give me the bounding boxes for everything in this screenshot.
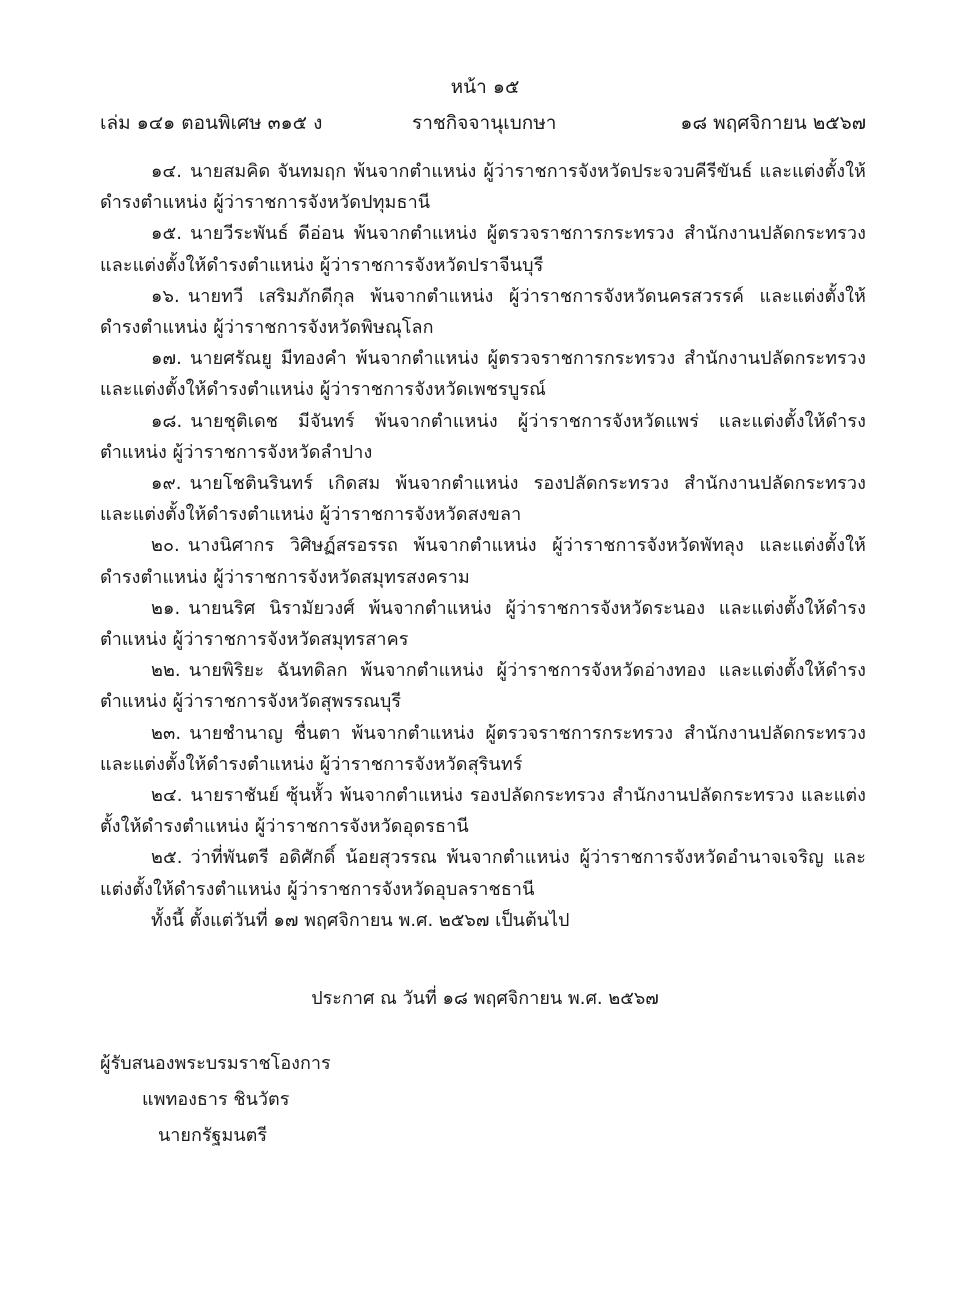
paragraph-text: นายพิริยะ ฉันทดิลก พ้นจากตำแหน่ง ผู้ว่าราชการจังหวัดอ่างทอง และแต่งตั้งให้ดำรงตำแหน่ง ผู้ว่าราชการจังหวัดสุพรรณบุรี [100,660,866,713]
appointment-paragraph [100,530,866,592]
paragraph-text: นายนริศ นิรามัยวงศ์ พ้นจากตำแหน่ง ผู้ว่าราชการจังหวัดระนอง และแต่งตั้งให้ดำรงตำแหน่ง ผู้ว่าราชการจังหวัดสมุทรสาคร [100,597,866,651]
paragraph-number: ๒๕. [151,847,183,869]
signatory-title: นายกรัฐมนตรี [158,1125,267,1146]
paragraph-number: ๑๘. [151,410,183,432]
paragraph-number: ๑๔. [151,161,183,182]
signatory-name: แพทองธาร ชินวัตร [142,1089,290,1110]
paragraph-text: นายโชตินรินทร์ เกิดสม พ้นจากตำแหน่ง รองปลัดกระทรวง สำนักงานปลัดกระทรวง และแต่งตั้งให้ดำรงตำแหน่ง ผู้ว่าราชการจังหวัดสงขลา [100,473,866,526]
page-number: หน้า ๑๕ [450,76,520,98]
appointment-paragraph [100,468,866,530]
paragraph-number: ๒๐. [151,535,180,557]
appointment-paragraph [100,343,866,405]
signature-block [100,1046,331,1154]
paragraph-number: ๒๒. [151,660,181,682]
header-date: ๑๘ พฤศจิกายน ๒๕๖๗ [680,112,866,134]
appointment-paragraph [100,406,866,468]
gazette-header [100,109,866,137]
paragraph-text: นายชุติเดช มีจันทร์ พ้นจากตำแหน่ง ผู้ว่าราชการจังหวัดแพร่ และแต่งตั้งให้ดำรงตำแหน่ง ผู้ว่าราชการจังหวัดลำปาง [100,410,866,463]
effective-statement: ทั้งนี้ ตั้งแต่วันที่ ๑๗ พฤศจิกายน พ.ศ. ๒๕๖๗ เป็นต้นไป [151,909,570,931]
paragraph-number: ๒๑. [151,597,181,619]
paragraph-number: ๒๓. [151,722,182,744]
volume-issue: เล่ม ๑๔๑ ตอนพิเศษ ๓๑๕ ง [100,112,323,134]
appointment-paragraph [100,655,866,717]
appointment-list [100,156,866,936]
paragraph-text: ว่าที่พันตรี อดิศักดิ์ น้อยสุวรรณ พ้นจากตำแหน่ง ผู้ว่าราชการจังหวัดอำนาจเจริญ และแต่งตั้งให้ดำรงตำแหน่ง ผู้ว่าราชการจังหวัดอุบลราชธานี [100,847,866,900]
appointment-paragraph [100,218,866,280]
paragraph-number: ๑๕. [151,223,183,245]
paragraph-text: นางนิศากร วิศิษฏ์สรอรรถ พ้นจากตำแหน่ง ผู้ว่าราชการจังหวัดพัทลุง และแต่งตั้งให้ดำรงตำแหน่ง ผู้ว่าราชการจังหวัดสมุทรสงคราม [100,535,866,588]
appointment-paragraph [100,718,866,780]
publication-name: ราชกิจจานุเบกษา [412,112,557,134]
paragraph-number: ๒๔. [151,785,183,807]
appointment-paragraph [100,593,866,655]
announcement-date: ประกาศ ณ วันที่ ๑๘ พฤศจิกายน พ.ศ. ๒๕๖๗ [311,988,659,1009]
paragraph-text: นายราชันย์ ซุ้นหั้ว พ้นจากตำแหน่ง รองปลัดกระทรวง สำนักงานปลัดกระทรวง และแต่งตั้งให้ดำรงตำแหน่ง ผู้ว่าราชการจังหวัดอุดรธานี [100,785,866,838]
appointment-paragraph [100,281,866,343]
paragraph-text: นายวีระพันธ์ ดีอ่อน พ้นจากตำแหน่ง ผู้ตรวจราชการกระทรวง สำนักงานปลัดกระทรวง และแต่งตั้งให้ดำรงตำแหน่ง ผู้ว่าราชการจังหวัดปราจีนบุรี [100,223,866,276]
appointment-paragraph [100,842,866,904]
paragraph-text: นายศรัณยู มีทองคำ พ้นจากตำแหน่ง ผู้ตรวจราชการกระทรวง สำนักงานปลัดกระทรวง และแต่งตั้งให้ดำรงตำแหน่ง ผู้ว่าราชการจังหวัดเพชรบูรณ์ [100,348,866,401]
paragraph-text: นายสมคิด จันทมฤก พ้นจากตำแหน่ง ผู้ว่าราชการจังหวัดประจวบคีรีขันธ์ และแต่งตั้งให้ดำรงตำแหน่ง ผู้ว่าราชการจังหวัดปทุมธานี [100,161,866,214]
paragraph-text: นายชำนาญ ชื่นตา พ้นจากตำแหน่ง ผู้ตรวจราชการกระทรวง สำนักงานปลัดกระทรวง และแต่งตั้งให้ดำรงตำแหน่ง ผู้ว่าราชการจังหวัดสุรินทร์ [100,722,866,775]
countersign-line: ผู้รับสนองพระบรมราชโองการ [100,1053,331,1074]
paragraph-text: นายทวี เสริมภักดีกุล พ้นจากตำแหน่ง ผู้ว่าราชการจังหวัดนครสวรรค์ และแต่งตั้งให้ดำรงตำแหน่ง ผู้ว่าราชการจังหวัดพิษณุโลก [100,285,866,339]
paragraph-number: ๑๗. [151,348,182,370]
appointment-paragraph [100,156,866,218]
appointment-paragraph [100,780,866,842]
paragraph-number: ๑๖. [151,285,180,307]
paragraph-number: ๑๙. [151,473,182,495]
